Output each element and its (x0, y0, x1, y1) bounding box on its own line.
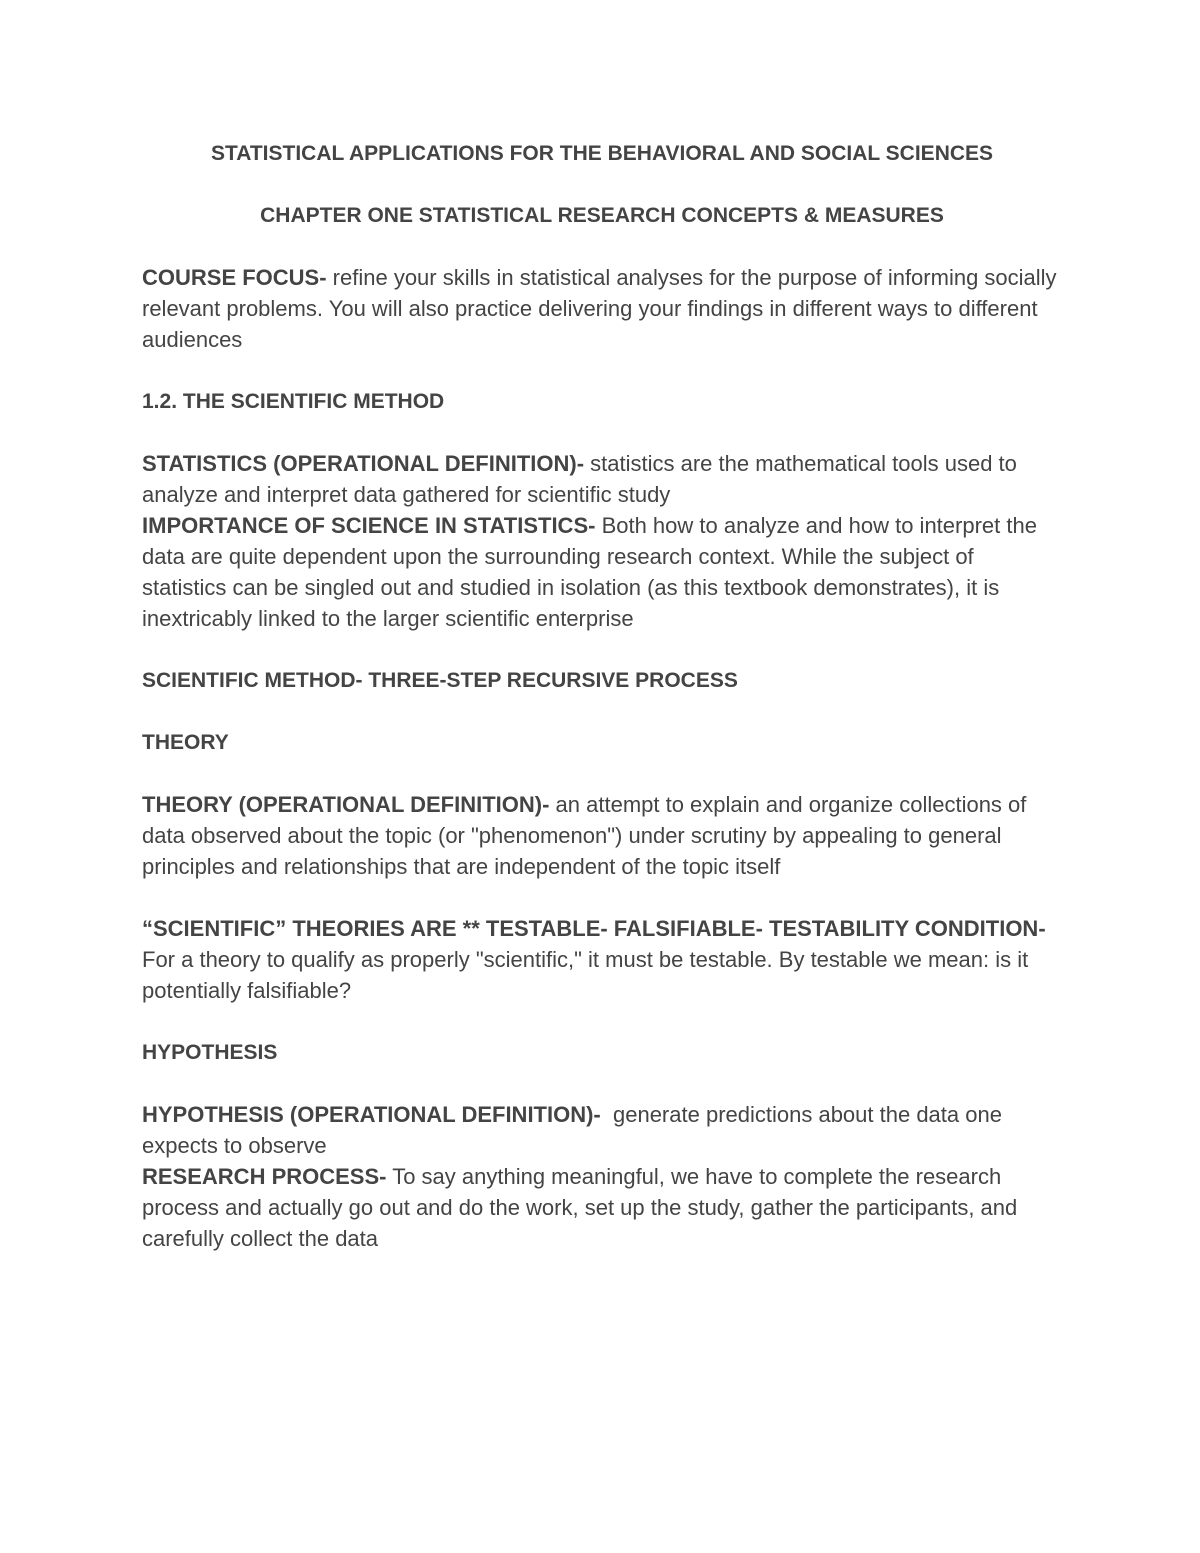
theory-definition-paragraph (142, 789, 1062, 882)
document-page (142, 138, 1062, 1285)
section-hypothesis-heading: HYPOTHESIS (142, 1041, 278, 1064)
section-three-step-heading: SCIENTIFIC METHOD- THREE-STEP RECURSIVE PROCESS (142, 669, 738, 692)
hypothesis-definition-paragraph (142, 1099, 1062, 1161)
testability-paragraph (142, 913, 1062, 1006)
research-process-paragraph (142, 1161, 1062, 1254)
testability-term: “SCIENTIFIC” THEORIES ARE ** TESTABLE- FALSIFIABLE- TESTABILITY CONDITION- (142, 916, 1046, 941)
section-scientific-method-heading: 1.2. THE SCIENTIFIC METHOD (142, 390, 445, 413)
theory-definition-text: an attempt to explain and organize collections of data observed about the topic (or "phenomenon") under scrutiny by appealing to general principles and relationships that are independent of the topic itself (142, 792, 1027, 879)
statistics-definition-paragraph (142, 448, 1062, 510)
importance-paragraph (142, 510, 1062, 634)
course-focus-paragraph (142, 262, 1062, 355)
theory-definition-term: THEORY (OPERATIONAL DEFINITION)- (142, 792, 550, 817)
course-focus-term: COURSE FOCUS- (142, 265, 327, 290)
course-focus-text: refine your skills in statistical analyses for the purpose of informing socially relevant problems. You will also practice delivering your findings in different ways to different audiences (142, 265, 1057, 352)
hypothesis-definition-text: generate predictions about the data one expects to observe (142, 1102, 1009, 1158)
chapter-title: CHAPTER ONE STATISTICAL RESEARCH CONCEPTS & MEASURES (260, 204, 944, 227)
testability-text: For a theory to qualify as properly "scientific," it must be testable. By testable we mean: is it potentially falsifiable? (142, 947, 1029, 1003)
importance-term: IMPORTANCE OF SCIENCE IN STATISTICS- (142, 513, 596, 538)
document-title: STATISTICAL APPLICATIONS FOR THE BEHAVIORAL AND SOCIAL SCIENCES (210, 142, 994, 165)
research-process-term: RESEARCH PROCESS- (142, 1164, 387, 1189)
hypothesis-definition-term: HYPOTHESIS (OPERATIONAL DEFINITION)- (142, 1102, 601, 1127)
statistics-definition-text: statistics are the mathematical tools used to analyze and interpret data gathered for scientific study (142, 451, 1017, 507)
importance-text: Both how to analyze and how to interpret the data are quite dependent upon the surrounding research context. While the subject of statistics can be singled out and studied in isolation (as this textbook demonstrates), it is inextricably linked to the larger scientific enterprise (142, 513, 1037, 631)
section-theory-heading: THEORY (142, 731, 229, 754)
research-process-text: To say anything meaningful, we have to complete the research process and actually go out and do the work, set up the study, gather the participants, and carefully collect the data (142, 1164, 1018, 1251)
statistics-definition-term: STATISTICS (OPERATIONAL DEFINITION)- (142, 451, 585, 476)
